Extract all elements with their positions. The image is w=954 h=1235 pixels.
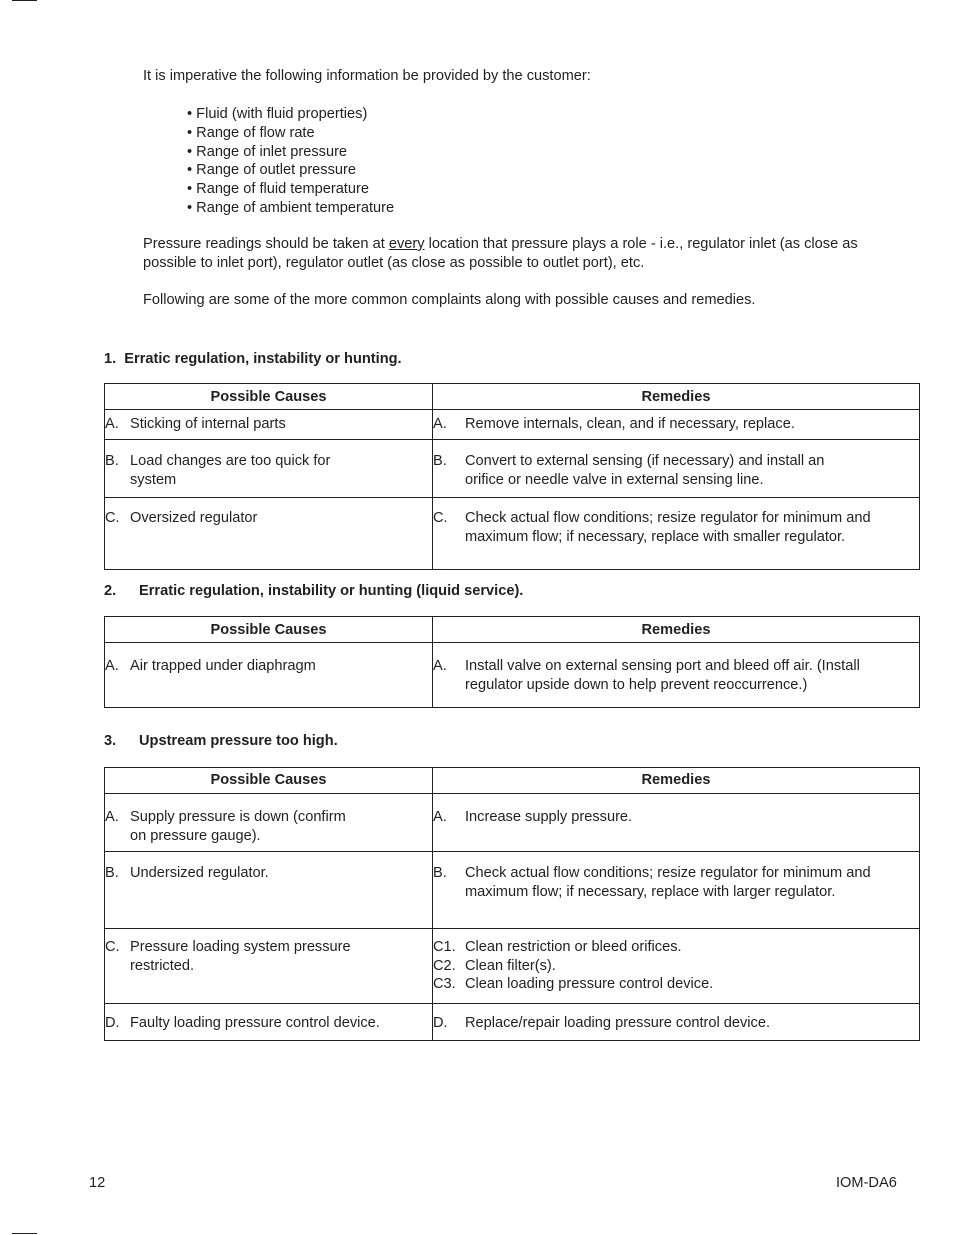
cause-label: B. bbox=[105, 865, 119, 881]
list-item: • Range of outlet pressure bbox=[187, 162, 356, 179]
cause-text: Pressure loading system pressure restricted. bbox=[130, 939, 351, 974]
troubleshooting-table-1 bbox=[104, 383, 920, 570]
remedy-label: B. bbox=[433, 453, 447, 469]
remedy-label: B. bbox=[433, 865, 447, 881]
cause-text: Undersized regulator. bbox=[130, 865, 269, 881]
remedy-text: Install valve on external sensing port and bleed off air. (Install regulator upside down to help prevent reoccurrence.) bbox=[465, 658, 860, 693]
cause-label: D. bbox=[105, 1015, 120, 1031]
section-title: Erratic regulation, instability or hunting. bbox=[124, 351, 402, 367]
remedy-text: Clean restriction or bleed orifices. bbox=[465, 939, 682, 955]
intro-text: It is imperative the following information be provided by the customer: bbox=[143, 68, 591, 84]
column-header-remedies: Remedies bbox=[433, 617, 920, 643]
emphasis-every: every bbox=[388, 236, 425, 252]
column-header-causes: Possible Causes bbox=[105, 617, 433, 643]
remedy-text: Clean filter(s). bbox=[465, 957, 556, 974]
cause-text: Faulty loading pressure control device. bbox=[130, 1015, 380, 1031]
cause-text: Air trapped under diaphragm bbox=[130, 658, 316, 674]
list-item: • Range of inlet pressure bbox=[187, 143, 348, 160]
remedy-text: Check actual flow conditions; resize regulator for minimum and maximum flow; if necessary, replace with smaller regulator. bbox=[465, 510, 871, 545]
pressure-text-end: location that pressure plays a role - i.e., regulator inlet (as close as possible to inlet port), regulator outlet (as close as possible to outlet port), etc. bbox=[143, 236, 858, 271]
cause-label: A. bbox=[105, 658, 119, 674]
following-paragraph: Following are some of the more common complaints along with possible causes and remedies. bbox=[143, 292, 756, 308]
crop-mark-bottom bbox=[12, 1233, 37, 1234]
remedy-text: Check actual flow conditions; resize regulator for minimum and maximum flow; if necessary, replace with larger regulator. bbox=[465, 865, 871, 900]
column-header-causes: Possible Causes bbox=[105, 384, 433, 410]
remedy-text: Remove internals, clean, and if necessary, replace. bbox=[465, 416, 795, 432]
section-title: Upstream pressure too high. bbox=[139, 733, 338, 749]
remedy-label: C1. bbox=[433, 939, 456, 955]
list-item: • Range of flow rate bbox=[187, 124, 315, 141]
troubleshooting-table-3 bbox=[104, 767, 920, 1041]
cause-label: A. bbox=[105, 809, 119, 825]
cause-text: Supply pressure is down (confirm on pressure gauge). bbox=[130, 809, 346, 844]
crop-mark-top bbox=[12, 0, 37, 1]
list-item: • Fluid (with fluid properties) bbox=[187, 106, 368, 122]
pressure-text-start: Pressure readings should be taken at bbox=[143, 236, 389, 252]
remedy-label: C3. bbox=[433, 976, 456, 993]
remedy-text: Clean loading pressure control device. bbox=[465, 976, 714, 993]
section-1-heading bbox=[104, 350, 402, 369]
table-row bbox=[105, 794, 920, 852]
cause-label: C. bbox=[105, 939, 120, 955]
section-title: Erratic regulation, instability or hunting (liquid service). bbox=[139, 583, 524, 599]
remedy-label: D. bbox=[433, 1015, 448, 1031]
remedy-label: A. bbox=[433, 416, 447, 432]
section-number: 2. bbox=[104, 583, 117, 599]
table-row bbox=[105, 498, 920, 570]
remedy-label: C. bbox=[433, 510, 448, 526]
troubleshooting-table-2 bbox=[104, 616, 920, 708]
table-row bbox=[105, 410, 920, 440]
remedy-text: Increase supply pressure. bbox=[465, 809, 633, 825]
remedy-text: Replace/repair loading pressure control device. bbox=[465, 1015, 771, 1031]
table-row bbox=[105, 852, 920, 929]
cause-label: B. bbox=[105, 453, 119, 469]
customer-info-list bbox=[187, 105, 394, 218]
cause-text: Sticking of internal parts bbox=[130, 416, 286, 432]
page-number: 12 bbox=[89, 1175, 106, 1191]
cause-label: C. bbox=[105, 510, 120, 526]
pressure-readings-paragraph bbox=[143, 235, 913, 272]
remedy-label: A. bbox=[433, 658, 447, 674]
table-row bbox=[105, 643, 920, 708]
section-number: 3. bbox=[104, 733, 117, 749]
column-header-causes: Possible Causes bbox=[105, 768, 433, 794]
remedy-text: Convert to external sensing (if necessary) and install an orifice or needle valve in external sensing line. bbox=[465, 453, 825, 488]
cause-text: Oversized regulator bbox=[130, 510, 258, 526]
section-3-heading bbox=[104, 732, 338, 751]
remedy-label: C2. bbox=[433, 957, 456, 974]
table-row bbox=[105, 1004, 920, 1041]
section-2-heading bbox=[104, 582, 523, 601]
remedy-label: A. bbox=[433, 809, 447, 825]
list-item: • Range of fluid temperature bbox=[187, 181, 369, 198]
section-number: 1. bbox=[104, 351, 117, 367]
cause-text: Load changes are too quick for system bbox=[130, 453, 331, 488]
table-row bbox=[105, 929, 920, 1004]
table-row bbox=[105, 440, 920, 498]
column-header-remedies: Remedies bbox=[433, 768, 920, 794]
list-item: • Range of ambient temperature bbox=[187, 199, 395, 216]
document-code: IOM-DA6 bbox=[836, 1175, 897, 1191]
column-header-remedies: Remedies bbox=[433, 384, 920, 410]
cause-label: A. bbox=[105, 416, 119, 432]
